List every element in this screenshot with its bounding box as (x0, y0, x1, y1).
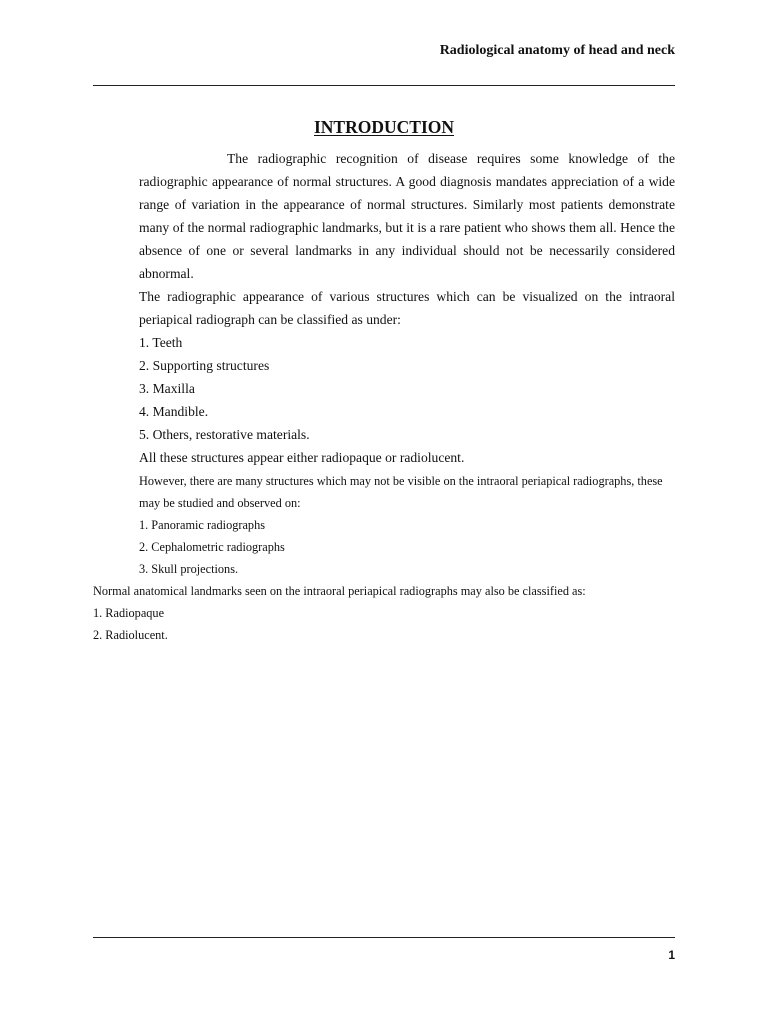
list-item: 2. Radiolucent. (93, 628, 168, 642)
landmarks-list (93, 602, 693, 646)
list-item: 4. Mandible. (139, 404, 209, 419)
header-rule (93, 85, 675, 86)
intro-paragraph-3: All these structures appear either radiopaque or radiolucent. (139, 450, 465, 465)
list-item: 3. Maxilla (139, 381, 195, 396)
footer-rule (93, 937, 675, 938)
landmarks-paragraph: Normal anatomical landmarks seen on the intraoral periapical radiographs may also be classified as: (93, 584, 586, 598)
methods-list (139, 514, 679, 580)
list-item: 1. Teeth (139, 335, 183, 350)
intro-paragraph-2: The radiographic appearance of various structures which can be visualized on the intraoral periapical radiograph can be classified as under: (139, 289, 675, 327)
intro-paragraph-1: The radiographic recognition of disease requires some knowledge of the radiographic appearance of normal structures. A good diagnosis mandates appreciation of a wide range of variation in the appearance of normal structures. Similarly most patients demonstrate many of the normal radiographic landmarks, but it is a rare patient who shows them all. Hence the absence of one or several landmarks in any individual should not be necessarily considered abnormal. (139, 151, 675, 281)
structures-list (139, 331, 675, 446)
section-title: INTRODUCTION (313, 117, 455, 137)
page-number: 1 (668, 948, 675, 962)
list-item: 1. Radiopaque (93, 606, 165, 620)
list-item: 1. Panoramic radiographs (139, 518, 266, 532)
intro-section (139, 147, 675, 469)
running-header: Radiological anatomy of head and neck (439, 43, 675, 58)
list-item: 2. Cephalometric radiographs (139, 540, 285, 554)
extra-section (139, 470, 679, 580)
extra-paragraph: However, there are many structures which may not be visible on the intraoral periapical radiographs, these may be studied and observed on: (139, 474, 663, 510)
list-item: 3. Skull projections. (139, 562, 239, 576)
list-item: 2. Supporting structures (139, 358, 270, 373)
list-item: 5. Others, restorative materials. (139, 427, 310, 442)
landmarks-section (93, 580, 693, 646)
